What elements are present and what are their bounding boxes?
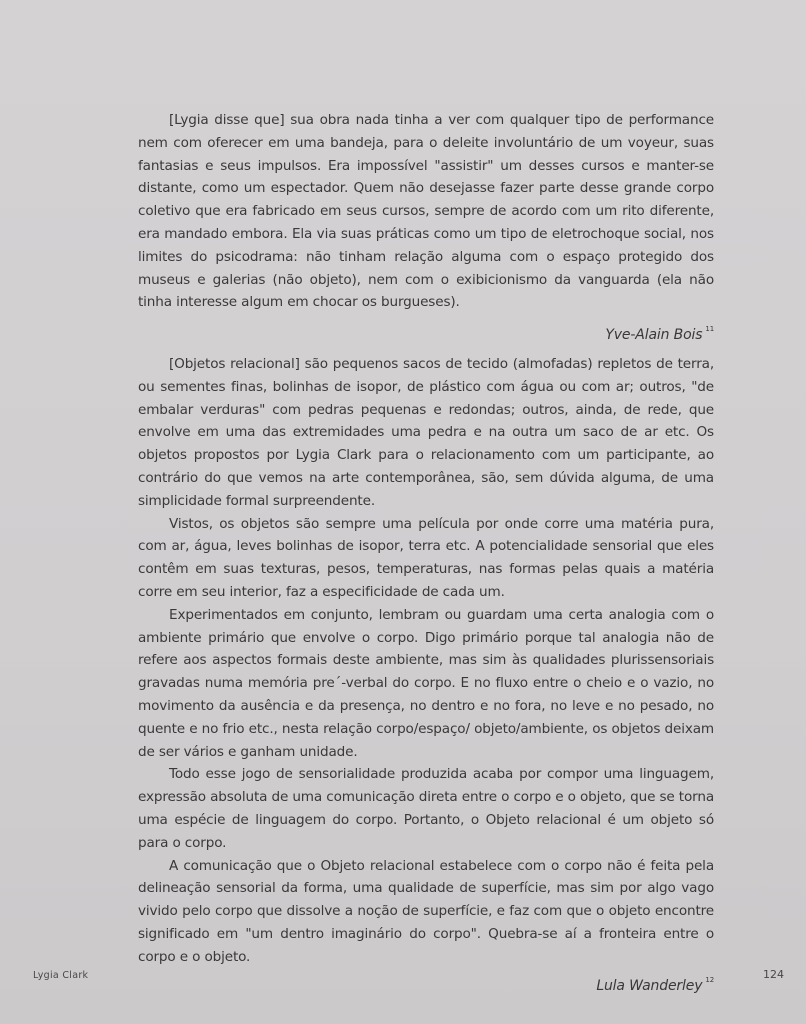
body-paragraph: Vistos, os objetos são sempre uma película por onde corre uma matéria pura, com ar, água, leves bolinhas de isopor, terra etc. A potencialidade sensorial que eles contêm em suas texturas, pesos, temperaturas, nas formas pelas quais a matéria corre em seu interior, faz a especificidade de cada um. bbox=[138, 515, 714, 600]
body-paragraph: Todo esse jogo de sensorialidade produzida acaba por compor uma linguagem, expressão absoluta de uma comunicação direta entre o corpo e o objeto, que se torna uma espécie de linguagem do corpo. Portanto, o Objeto relacional é um objeto só para o corpo. bbox=[138, 766, 714, 851]
body-paragraph: A comunicação que o Objeto relacional estabelece com o corpo não é feita pela delineação sensorial da forma, uma qualidade de superfície, mas sim por algo vago vivido pelo corpo que dissolve a noção de superfície, e faz com que o objeto encontre significado em "um dentro imaginário do corpo". Quebra-se aí a fronteira entre o corpo e o objeto. bbox=[138, 857, 714, 965]
quote-author: Yve-Alain Bois bbox=[605, 327, 703, 344]
quote-paragraph: [Lygia disse que] sua obra nada tinha a ver com qualquer tipo de performance nem com oferecer em uma bandeja, para o deleite involuntário de um voyeur, suas fantasias e seus impulsos. Era impossível "assistir" um desses cursos e manter-se distante, como um espectador. Quem não desejasse fazer parte desse grande corpo coletivo que era fabricado em seus cursos, sempre de acordo com um rito diferente, era mandado embora. Ela via suas práticas como um tipo de eletrochoque social, nos limites do psicodrama: não tinham relação alguma com o espaço protegido dos museus e galerias (não objeto), nem com o exibicionismo da vanguarda (ela não tinha interesse algum em chocar os burgueses). bbox=[138, 112, 714, 311]
quote-attribution bbox=[138, 318, 714, 347]
main-author: Lula Wanderley bbox=[596, 977, 703, 994]
main-footnote-marker: 12 bbox=[705, 975, 714, 984]
page-number: 124 bbox=[763, 968, 784, 981]
main-attribution bbox=[138, 969, 714, 998]
main-text-block bbox=[138, 353, 714, 997]
running-head: Lygia Clark bbox=[33, 970, 89, 981]
body-paragraph: Experimentados em conjunto, lembram ou guardam uma certa analogia com o ambiente primário que envolve o corpo. Digo primário porque tal analogia não de refere aos aspectos formais deste ambiente, mas sim às qualidades plurissensoriais gravadas numa memória pre´-verbal do corpo. E no fluxo entre o cheio e o vazio, no movimento da ausência e da presença, no dentro e no fora, no leve e no pesado, no quente e no frio etc., nesta relação corpo/espaço/ objeto/ambiente, os objetos deixam de ser vários e ganham unidade. bbox=[138, 606, 714, 760]
quote-footnote-marker: 11 bbox=[705, 325, 714, 334]
quote-block bbox=[138, 109, 714, 347]
body-paragraph: [Objetos relacional] são pequenos sacos de tecido (almofadas) repletos de terra, ou sementes finas, bolinhas de isopor, de plástico com água ou com ar; outros, "de embalar verduras" com pedras pequenas e redondas; outros, ainda, de rede, que envolve em uma das extremidades uma pedra e na outra um saco de ar etc. Os objetos propostos por Lygia Clark para o relacionamento com um participante, ao contrário do que vemos na arte contemporânea, são, sem dúvida alguma, de uma simplicidade formal surpreendente. bbox=[138, 356, 714, 509]
